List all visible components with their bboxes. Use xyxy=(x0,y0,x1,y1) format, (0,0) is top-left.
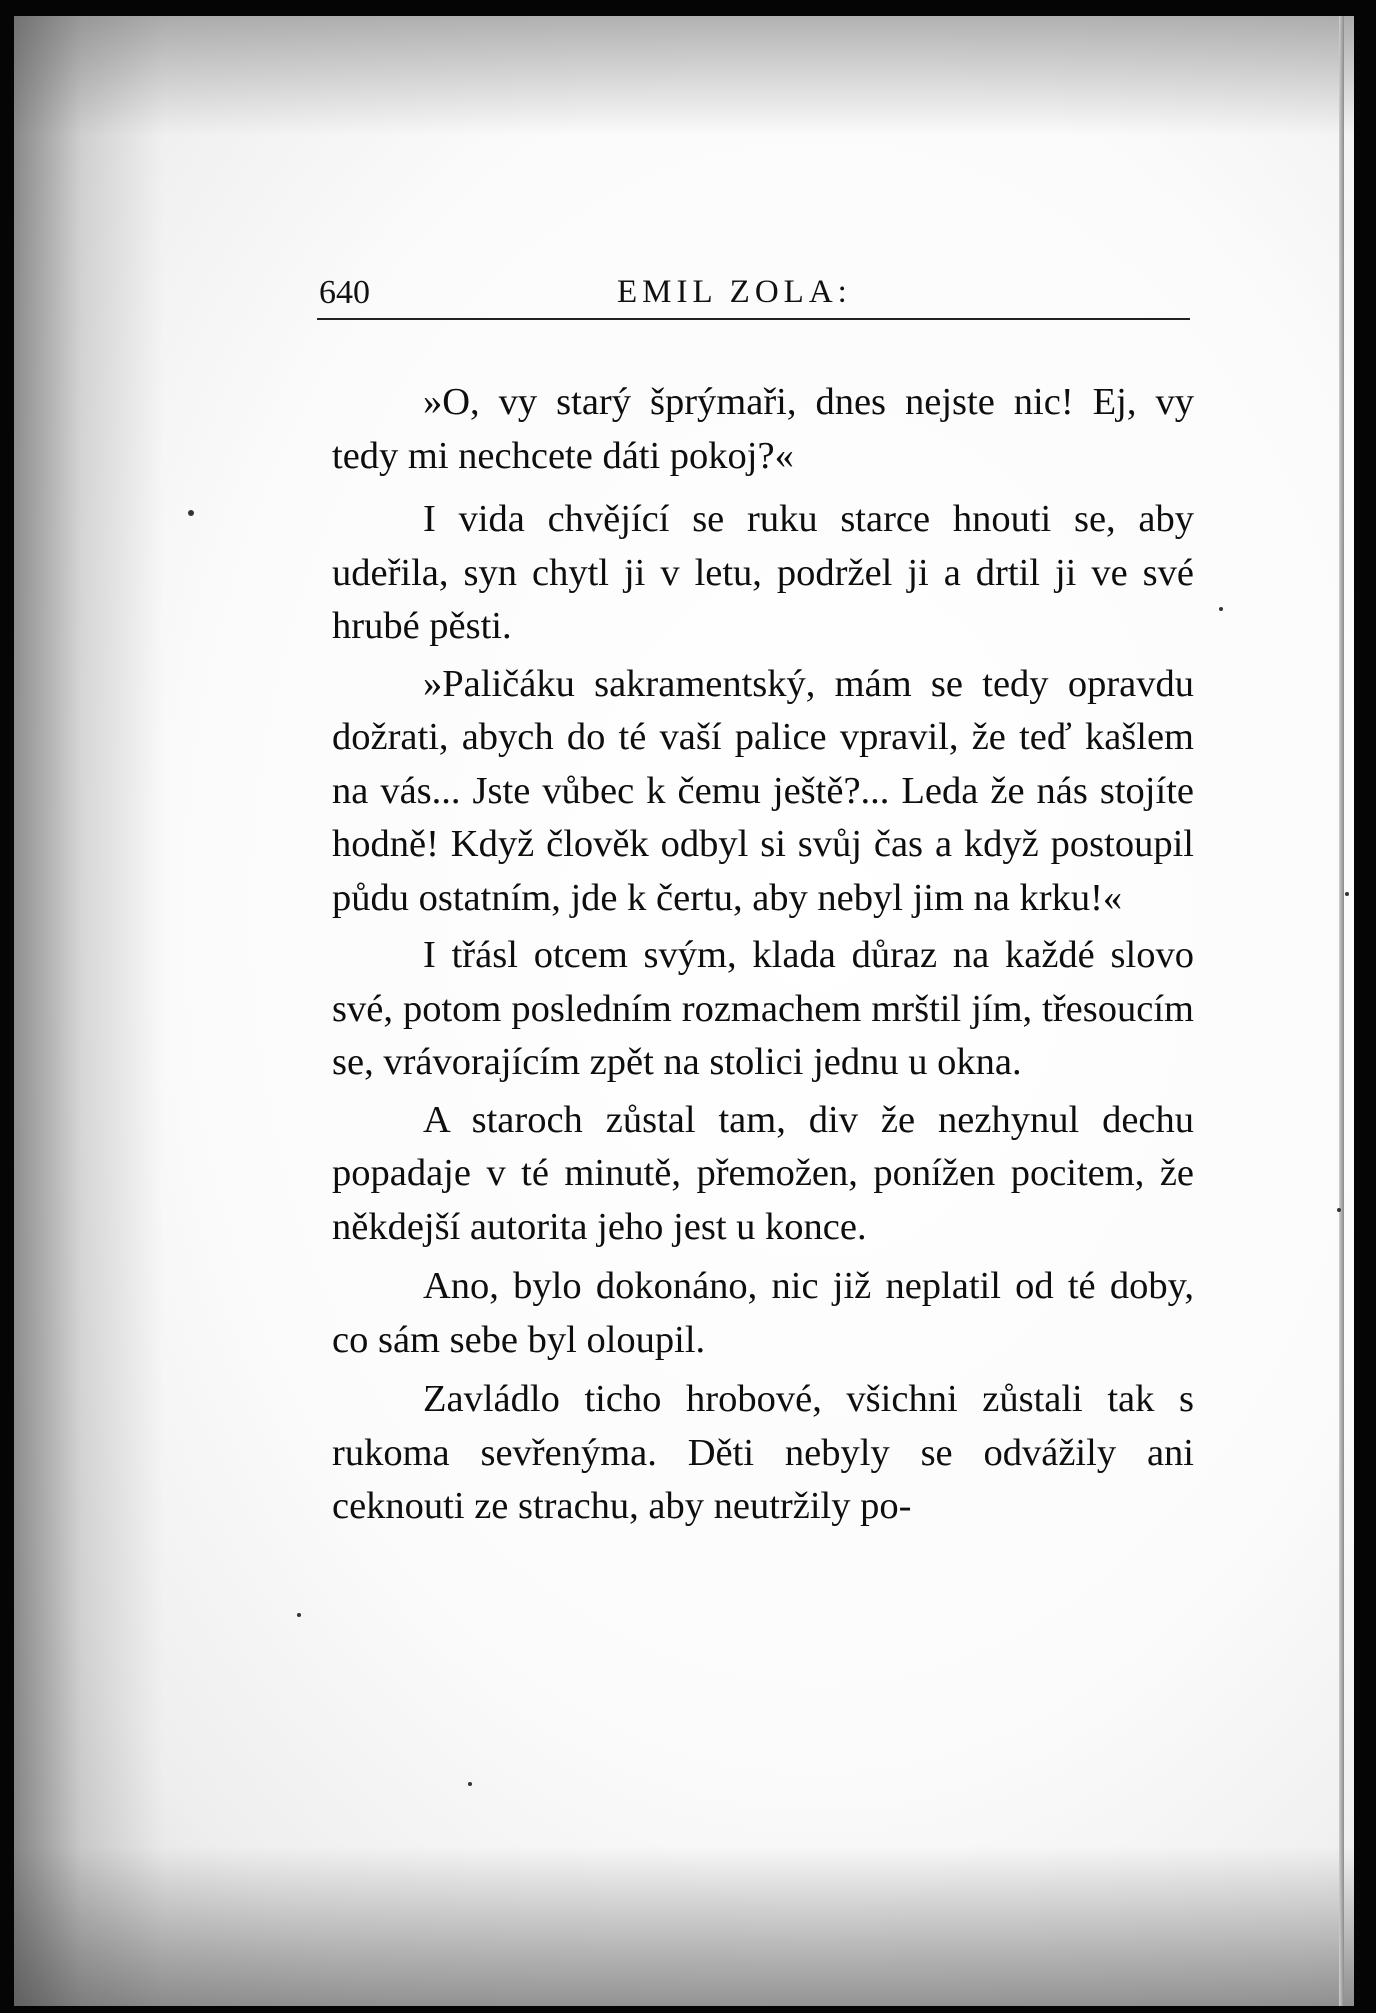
paragraph: I vida chvějící se ruku starce hnouti se, aby udeřila, syn chytl ji v letu, podržel ji a drtil ji ve své hrubé pěsti. xyxy=(332,498,1194,647)
bottom-shadow xyxy=(14,1846,1354,2006)
body-text xyxy=(332,376,1194,1538)
paper-sheet xyxy=(14,16,1354,2006)
ink-speck xyxy=(1345,892,1349,896)
ink-speck xyxy=(1337,1208,1341,1212)
page-header xyxy=(317,266,1190,320)
paragraph: »Paličáku sakramentský, mám se tedy opravdu dožrati, abych do té vaší palice vpravil, že teď kašlem na vás... Jste vůbec k čemu ještě?... Leda že nás stojíte hodně! Když člověk odbyl si svůj čas a když postoupil půdu ostatním, jde k čertu, aby nebyl jim na krku!« xyxy=(332,662,1194,919)
paragraph: Ano, bylo dokonáno, nic již neplatil od té doby, co sám sebe byl oloupil. xyxy=(332,1265,1194,1361)
ink-speck xyxy=(297,1613,301,1617)
running-head: EMIL ZOLA: xyxy=(617,274,852,310)
ink-speck xyxy=(188,510,194,516)
top-shadow xyxy=(14,16,1354,136)
paragraph: »O, vy starý šprýmaři, dnes nejste nic! Ej, vy tedy mi nechcete dáti pokoj?« xyxy=(332,381,1194,477)
paragraph: I třásl otcem svým, klada důraz na každé slovo své, potom posledním rozmachem mrštil jím, třesoucím se, vrávorajícím zpět na stolici jednu u okna. xyxy=(332,934,1194,1083)
page-number: 640 xyxy=(319,274,370,311)
paragraph: A staroch zůstal tam, div že nezhynul dechu popadaje v té minutě, přemožen, ponížen pocitem, že někdejší autorita jeho jest u konce. xyxy=(332,1098,1194,1248)
ink-speck xyxy=(1219,607,1223,611)
page-edge xyxy=(1339,16,1344,2006)
ink-speck xyxy=(468,1782,472,1786)
binding-shadow xyxy=(14,16,164,2006)
paragraph: Zavládlo ticho hrobové, všichni zůstali tak s rukoma sevřenýma. Děti nebyly se odvážily ani ceknouti ze strachu, aby neutržily po- xyxy=(332,1378,1194,1527)
